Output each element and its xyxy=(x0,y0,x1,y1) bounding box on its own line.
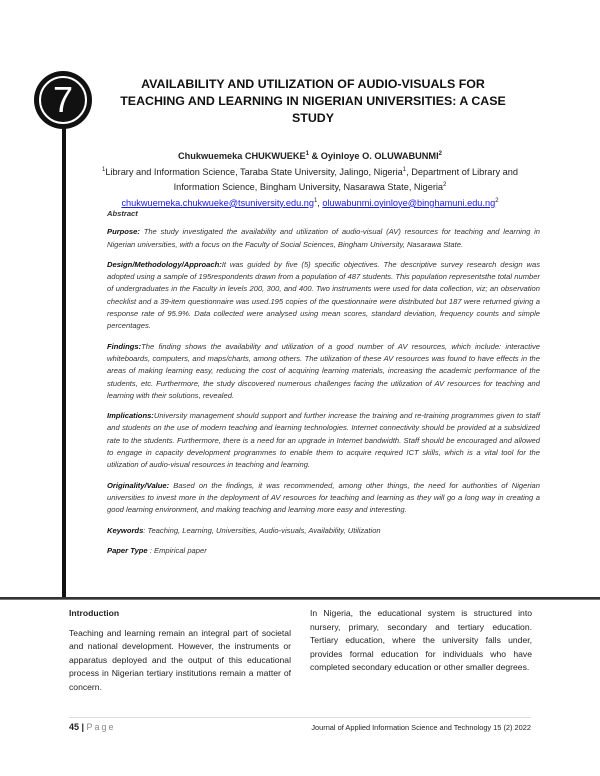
author-names xyxy=(100,148,520,164)
sup: 2 xyxy=(438,151,442,157)
affiliation-2: , Department of Library and Information Science, Bingham University, Nasarawa State, Nigeria xyxy=(173,166,518,193)
email-link-1[interactable]: chukwuemeka.chukwueke@tsuniversity.edu.ng xyxy=(121,197,314,208)
abstract-findings xyxy=(107,341,540,402)
sup: 2 xyxy=(443,182,447,189)
ampersand: & xyxy=(308,151,321,162)
page-label: Page xyxy=(86,722,116,732)
section-label: Keywords xyxy=(107,525,144,535)
introduction-paragraph-left: Teaching and learning remain an integral part of societal and national development. However, the instruments or apparatus deployed and the output of this educational process in Nigerian tertiary institutions remain a matter of concern. xyxy=(69,627,291,692)
sup: 1 xyxy=(102,166,106,173)
right-column xyxy=(310,607,532,675)
page-number-value: 45 xyxy=(69,722,80,732)
section-text: Based on the findings, it was recommended, among other things, the need for authorities of Nigerian universities to invest more in the deployment of AV resources for teaching and learning as they will go a long way in creating a good learning environment, and making teaching and learning more easy and interesting. xyxy=(107,480,540,515)
sup: 1 xyxy=(313,197,318,204)
section-label: Paper Type xyxy=(107,545,148,555)
page-number xyxy=(69,722,116,732)
abstract-paper-type xyxy=(107,545,540,557)
sup: 1 xyxy=(402,166,407,173)
abstract-heading: Abstract xyxy=(107,209,138,218)
author-block xyxy=(100,148,520,210)
abstract-keywords xyxy=(107,525,540,537)
sup: 2 xyxy=(495,197,499,204)
affiliation-1: Library and Information Science, Taraba State University, Jalingo, Nigeria xyxy=(105,166,403,177)
section-label: Originality/Value: xyxy=(107,480,174,490)
section-text: The study investigated the availability and utilization of audio-visual (AV) resources for teaching and learning in Nigerian universities, with a focus on the Faculty of Social Sciences, Bingham University, Nasarawa State. xyxy=(107,227,540,249)
abstract-originality xyxy=(107,480,540,517)
affiliations xyxy=(100,164,520,195)
abstract-purpose xyxy=(107,226,540,251)
email-link-2[interactable]: oluwabunmi.oyinloye@binghamuni.edu.ng xyxy=(322,197,496,208)
paper-title: AVAILABILITY AND UTILIZATION OF AUDIO-VISUALS FOR TEACHING AND LEARNING IN NIGERIAN UNIVERSITIES: A CASE STUDY xyxy=(120,77,506,125)
abstract xyxy=(107,208,540,565)
section-label: Implications: xyxy=(107,411,154,421)
badge-stem-line xyxy=(62,128,66,598)
left-column xyxy=(69,607,291,695)
chapter-number-badge xyxy=(34,71,92,129)
abstract-design xyxy=(107,259,540,333)
journal-citation: Journal of Applied Information Science and Technology 15 (2) 2022 xyxy=(311,723,531,732)
sup: 1 xyxy=(305,151,309,157)
section-text: It was guided by five (5) specific objectives. The descriptive survey research design was adopted using a sample of 195respondents drawn from a population of 487 students. This population representsthe total number of undergraduates in the Faculty in levels 200, 300, and 400. Two instruments were used for data collection, viz; an observation checklist and a 39-item questionnaire was used.195 copies of the questionnaire were distributed but 187 were returned giving a response rate of 95.9%. Data collected were analysed using mean scores, standard deviation, frequency counts and simple percentages. xyxy=(107,259,540,331)
section-text: : Teaching, Learning, Universities, Audio-visuals, Availability, Utilization xyxy=(143,525,381,535)
section-label: Findings: xyxy=(107,341,142,351)
abstract-implications xyxy=(107,410,540,471)
author-1: Chukwuemeka CHUKWUEKE xyxy=(178,151,306,162)
introduction-heading: Introduction xyxy=(69,608,120,618)
author-2: Oyinloye O. OLUWABUNMI xyxy=(320,151,439,162)
section-text: : Empirical paper xyxy=(147,545,207,555)
separator: | xyxy=(79,722,87,732)
introduction-paragraph-right: In Nigeria, the educational system is structured into nursery, primary, secondary and tertiary education. Tertiary education, where the university falls under, provides formal education for individuals who have completed secondary education or other smaller degrees. xyxy=(310,608,532,673)
section-divider xyxy=(0,597,600,600)
section-label: Purpose: xyxy=(107,227,144,237)
separator: , xyxy=(317,197,323,208)
chapter-number: 7 xyxy=(39,76,87,124)
section-label: Design/Methodology/Approach: xyxy=(107,259,222,269)
section-text: University management should support and further increase the training and re-training programmes given to staff and students on the use of modern teaching and learning technologies. Internet connectivity should be provided at a subsidized rate to the students. Furthermore, there is a need for an upgrade in Internet bandwidth. Staff should be encouraged and allowed to engage in capacity development programmes to enable them to acquire required ICT skills, which is a vital tool for the utilization of audio-visual resources in teaching and learning. xyxy=(107,411,540,470)
section-text: The finding shows the availability and utilization of a good number of AV resources, which include: interactive whiteboards, computers, and maps/charts, among others. The utilization of these AV resources was found to have effects in the areas of making learning easy, reducing the cost of acquiring learning materials, increasing the academic performance of the students, etc. Furthermore, the study discovered numerous challenges facing the utilization of AV resources for teaching and learning with their solutions, revealed. xyxy=(107,341,540,400)
footer-divider xyxy=(69,717,531,718)
